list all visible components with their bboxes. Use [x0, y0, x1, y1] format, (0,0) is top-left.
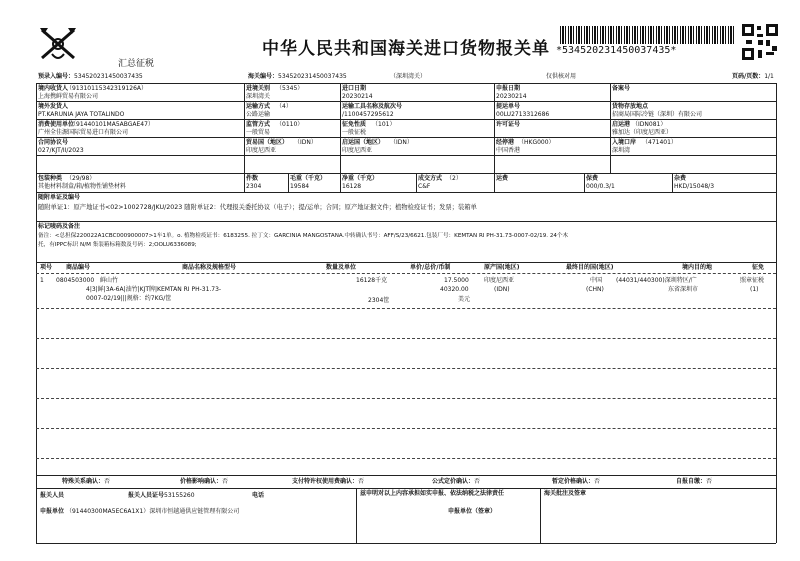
levy-label: 征免性质 [342, 121, 367, 128]
pieces: 2304 [246, 183, 262, 190]
goods-dest1: 中国 [590, 277, 603, 284]
price-impact [180, 478, 228, 485]
customs-no-label: 海关编号： [248, 73, 279, 80]
self-pay-value: 否 [706, 478, 713, 485]
dep-country-label: 启运国（地区） [342, 139, 385, 146]
declarant-label: 报关人员 [40, 492, 65, 499]
gross-label: 毛重（千克） [290, 175, 327, 182]
seal-label: 申报单位（签章） [448, 508, 497, 515]
page-value: 1/1 [764, 73, 774, 80]
customs-logo-icon [38, 24, 78, 64]
docs-text: 随附单证1：原产地证书<02>1002728/JKU/2023 随附单证2：代理报关委托协议（电子）；提/运单；合同；原产地证据文件；植物检疫证书；发票；装箱单 [38, 204, 477, 211]
formula-label: 公式定价确认： [432, 478, 475, 485]
pre-entry-number [38, 73, 143, 80]
terms-label: 成交方式 [418, 175, 443, 182]
goods-levy2: (1) [750, 286, 759, 293]
self-pay [676, 478, 712, 485]
declare-unit [40, 508, 239, 515]
special-value: 否 [104, 478, 111, 485]
insurance: 000/0.3/1 [586, 183, 615, 190]
col-item: 项号 [40, 264, 53, 271]
goods-origin1: 印度尼西亚 [484, 277, 515, 284]
formula-value: 否 [474, 478, 481, 485]
barcode-text: *534520231450037435* [556, 45, 677, 56]
vehicle: /1100457295612 [342, 111, 394, 118]
col-name: 商品名称及规格型号 [182, 264, 237, 271]
qr-code-icon [742, 24, 778, 60]
contract-label: 合同协议号 [38, 139, 69, 146]
price-label: 价格影响确认： [180, 478, 223, 485]
marks-label: 标记唛码及备注 [38, 223, 81, 230]
unit-value: （91440300MA5EC6A1X1）深圳市恒越通供应链管理有限公司 [65, 508, 240, 515]
goods-domestic2: 东省深圳市 [668, 286, 699, 293]
entry-port-code: （471401） [642, 139, 677, 146]
supervision-label: 监管方式 [246, 121, 271, 128]
trade-country: 印度尼西亚 [246, 147, 277, 154]
terms-code: （2） [446, 175, 462, 182]
customs-no-value: 534520231450037435 [278, 73, 347, 80]
freight-label: 运费 [496, 175, 509, 182]
goods-levy1: 照章征税 [740, 277, 765, 284]
marks-line2: 托，有IPPC标识 N/M 集装箱标箱数及号码：2;OOLU6336089; [38, 242, 197, 248]
page-label: 页码/页数： [732, 73, 765, 80]
consignee-label: 境内收货人 [38, 85, 69, 92]
usage-note: 仅供核对用 [546, 73, 577, 80]
user-code: （91440101MA5ABGAE47） [70, 121, 154, 128]
formula-price [432, 478, 480, 485]
page-number [732, 73, 774, 80]
levy-code: （101） [372, 121, 396, 128]
storage: 招商局国际冷链（深圳）有限公司 [612, 111, 703, 118]
pre-entry-value: 534520231450037435 [74, 73, 143, 80]
transport-code: （4） [276, 103, 292, 110]
port-label: 进境关别 [246, 85, 271, 92]
pack: 其他材料制盒/箱/植物性铺垫材料 [38, 183, 127, 190]
vehicle-label: 运输工具名称及航次号 [342, 103, 403, 110]
goods-qty1: 16128千克 [356, 277, 388, 284]
customs-annotation-label: 海关批注及签章 [544, 490, 587, 497]
marks-line1: 备注：<总担保220022A1CBC000900007>1车1单。o. 植物检疫证书：6183255. 拉丁文：GARCINIA MANGOSTANA.中转确认书号：AFF/S/23/6621.包装厂号：KEMTAN RI PH-31.73-0007-02/19. 24个木 [38, 233, 569, 239]
docs-label: 随附单证及编号 [38, 194, 81, 201]
col-price: 单价/总价/币制 [410, 264, 451, 271]
col-domestic: 境内目的地 [682, 264, 713, 271]
col-levy: 征免 [752, 264, 765, 271]
pre-entry-label: 预录入编号： [38, 73, 75, 80]
goods-qty2: 2304筐 [368, 297, 390, 304]
goods-price1: 17.5000 [444, 277, 469, 284]
declarant-cert-label: 报关人员证号 [128, 492, 165, 499]
origin-port-label: 启运港 [612, 121, 631, 128]
royalty [292, 478, 364, 485]
net-label: 净重（千克） [342, 175, 379, 182]
special-label: 特殊关系确认： [62, 478, 105, 485]
storage-label: 货物存放地点 [612, 103, 649, 110]
misc: HKD/15048/3 [674, 183, 715, 190]
transport-label: 运输方式 [246, 103, 271, 110]
user-name: 广州全佳源国际贸易进口有限公司 [38, 129, 129, 136]
goods-item: 1 [40, 277, 44, 284]
port-name: 深圳湾关 [246, 93, 271, 100]
port-code: （5345） [276, 85, 304, 92]
customs-number [248, 73, 347, 80]
misc-label: 杂费 [674, 175, 687, 182]
dep-country-code: （IDN） [390, 139, 413, 146]
transport-name: 公路运输 [246, 111, 271, 118]
import-date: 20230214 [342, 93, 373, 100]
price-value: 否 [222, 478, 229, 485]
goods-dest2: (CHN) [586, 286, 604, 293]
gross: 19584 [290, 183, 310, 190]
pack-label: 包装种类 [38, 175, 63, 182]
royalty-value: 否 [358, 478, 365, 485]
entry-port: 深圳湾 [612, 147, 631, 154]
goods-price3: 美元 [458, 296, 471, 303]
unit-label: 申报单位 [40, 508, 65, 515]
col-code: 商品编号 [66, 264, 91, 271]
shipper-label: 境外发货人 [38, 103, 69, 110]
royalty-label: 支付特许权使用费确认： [292, 478, 359, 485]
customs-office: （深圳湾关） [390, 73, 427, 80]
transit-code: （HKG000） [518, 139, 555, 146]
insurance-label: 保费 [586, 175, 599, 182]
consignee-name: 上海携鲜贸易有限公司 [38, 93, 99, 100]
transit: 中国香港 [496, 147, 521, 154]
supervision: 一般贸易 [246, 129, 271, 136]
bl-no: 00LU2713312686 [496, 111, 550, 118]
contract: 027/KJT/II/2023 [38, 147, 84, 154]
net: 16128 [342, 183, 362, 190]
transit-label: 经停港 [496, 139, 515, 146]
trade-country-code: （IDN） [294, 139, 317, 146]
goods-name2: 4|3|鲜|3A-6A|油竹|KJT牌|KEMTAN RI PH-31.73- [86, 286, 222, 293]
subtitle: 汇总征税 [118, 59, 155, 69]
supervision-code: （0110） [276, 121, 304, 128]
special-relation [62, 478, 110, 485]
provisional-label: 暂定价格确认： [552, 478, 595, 485]
provisional-price [552, 478, 600, 485]
page-title: 中华人民共和国海关进口货物报关单 [262, 39, 550, 59]
goods-name1: 鲜山竹 [100, 277, 119, 284]
goods-code: 0804503000 [56, 277, 95, 284]
bl-label: 提运单号 [496, 103, 521, 110]
barcode [560, 26, 736, 44]
col-origin: 原产国(地区) [484, 264, 520, 271]
phone-label: 电话 [252, 492, 265, 499]
consignee-code: （91310115342319126A） [66, 85, 148, 92]
origin-port-code: （IDN081） [632, 121, 667, 128]
provisional-value: 否 [594, 478, 601, 485]
goods-price2: 40320.00 [440, 286, 469, 293]
self-pay-label: 自报自缴： [676, 478, 707, 485]
pack-code: （29/98） [66, 175, 96, 182]
goods-name3: 0007-02/19|||规格：约7KG/筐 [86, 295, 172, 302]
trade-country-label: 贸易国（地区） [246, 139, 289, 146]
levy: 一般征税 [342, 129, 367, 136]
user-label: 消费使用单位 [38, 121, 75, 128]
col-qty: 数量及单位 [326, 264, 357, 271]
declare-date: 20230214 [496, 93, 527, 100]
terms: C&F [418, 183, 431, 190]
license-label: 许可证号 [496, 121, 521, 128]
import-date-label: 进口日期 [342, 85, 367, 92]
goods-domestic1: (44031/440300)深圳特区/广 [616, 277, 697, 284]
pieces-label: 件数 [246, 175, 259, 182]
declarant-cert-value: 53155260 [164, 492, 195, 499]
declare-date-label: 申报日期 [496, 85, 521, 92]
origin-port: 雅加达（印度尼西亚） [612, 129, 673, 136]
shipper-name: PT.KARUNIA JAYA TOTALINDO [38, 111, 125, 118]
record-label: 备案号 [612, 85, 631, 92]
col-dest: 最终目的国(地区) [566, 264, 614, 271]
declarant-cert [128, 492, 195, 499]
statement: 兹申明对以上内容承担如实申报、依法纳税之法律责任 [360, 490, 505, 497]
goods-origin2: (IDN) [494, 286, 510, 293]
entry-port-label: 入境口岸 [612, 139, 637, 146]
dep-country: 印度尼西亚 [342, 147, 373, 154]
